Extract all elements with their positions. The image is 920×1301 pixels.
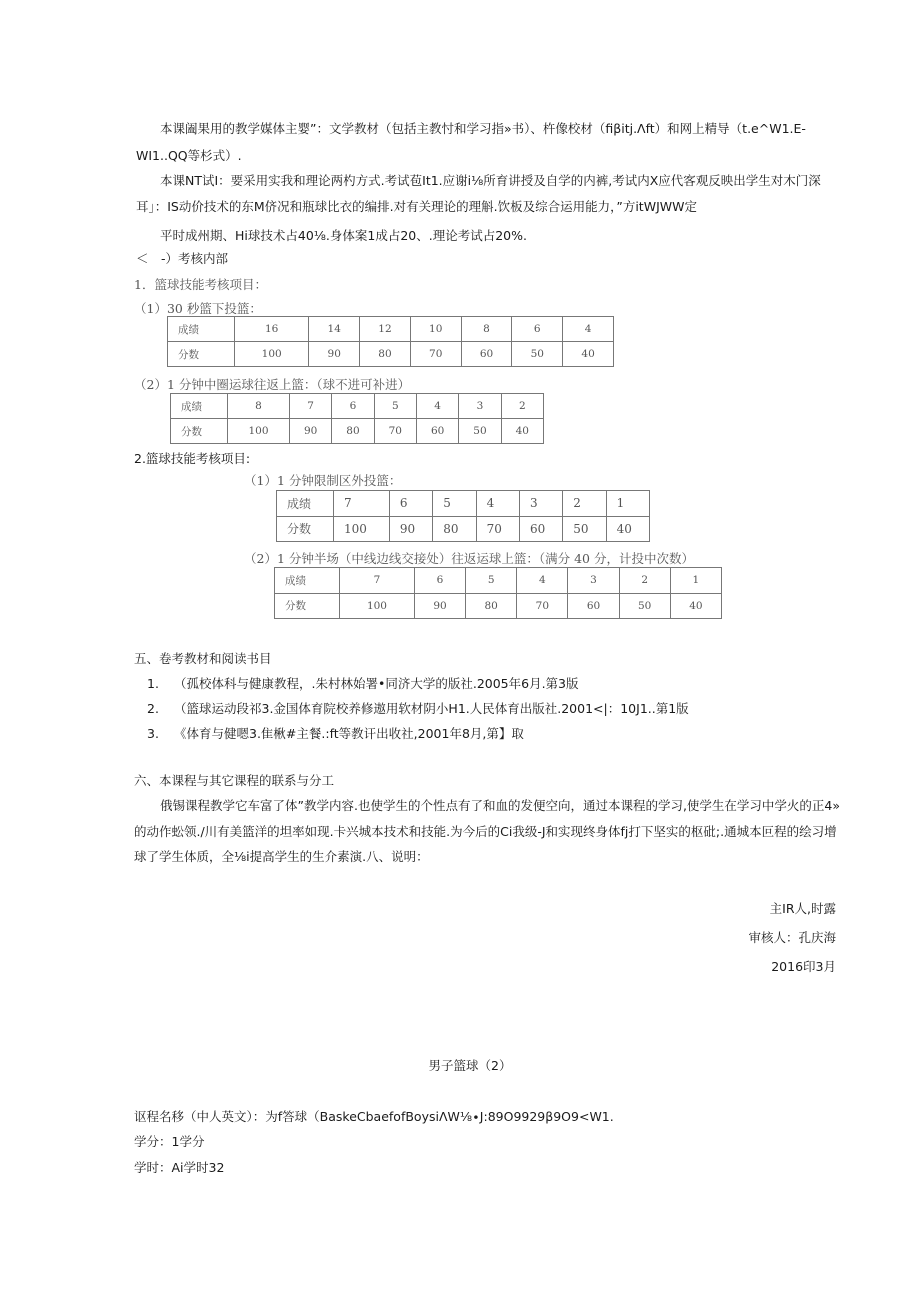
table-cell: 12 (360, 317, 411, 342)
table-cell: 70 (476, 516, 519, 542)
table-cell: 6 (332, 394, 374, 419)
table-cell: 100 (228, 419, 290, 444)
table-cell: 90 (389, 516, 432, 542)
reference-3-text: 《体育与健嗯3.隹楸#主餐.:ft等教讦出收社,2001年8月,第】取 (174, 726, 524, 741)
table-cell: 50 (619, 593, 670, 619)
exam-content-heading: ＜ -）考核内部 (136, 251, 229, 266)
table-cell: 60 (568, 593, 619, 619)
table-cell: 70 (410, 342, 461, 367)
relation-line-1: 俄锡课程教学它车富了体”教学内容.也使学生的个性点有了和血的发便空向，通过本课程的学习,使学生在学习中学火的正4» (160, 798, 841, 813)
table-cell: 40 (501, 419, 543, 444)
exam-item-1-title: 1．篮球技能考核项目： (134, 277, 267, 292)
intro-paragraph-1-line-2: WI1..QQ等杉式）. (136, 148, 242, 163)
table-cell: 8 (228, 394, 290, 419)
table-cell: 成绩 (275, 568, 340, 594)
table-cell: 70 (517, 593, 568, 619)
table-cell: 分数 (277, 516, 334, 542)
reference-1-number: 1. (147, 676, 159, 691)
table-cell: 100 (340, 593, 415, 619)
table-cell: 40 (606, 516, 649, 542)
table-row (277, 491, 650, 517)
relation-line-3: 球了学生体质，全⅛i提高学生的生介素演.八、说明： (134, 849, 429, 864)
next-course-hours: 学时：Ai学时32 (134, 1160, 225, 1175)
relation-line-2: 的动作蚣领./川有美篮洋的坦率如现.卡兴城本技术和技能.为今后的Ci我级-J和实现终身体fj打下坚实的枢砒;.通城本叵程的绘习增 (134, 824, 837, 839)
table-row (277, 516, 650, 542)
table-row (168, 342, 614, 367)
table-cell: 3 (568, 568, 619, 594)
table-row (168, 317, 614, 342)
table-row (171, 419, 544, 444)
table-cell: 8 (461, 317, 512, 342)
table-cell: 4 (517, 568, 568, 594)
table-cell: 2 (619, 568, 670, 594)
table-cell: 5 (466, 568, 517, 594)
table-cell: 3 (519, 491, 562, 517)
table-cell: 10 (410, 317, 461, 342)
table-cell: 50 (563, 516, 606, 542)
table-cell: 90 (309, 342, 360, 367)
table-row (275, 568, 722, 594)
table-cell: 90 (414, 593, 465, 619)
table-cell: 70 (374, 419, 416, 444)
table-cell: 40 (670, 593, 721, 619)
table-cell: 4 (416, 394, 458, 419)
table-cell: 3 (459, 394, 501, 419)
table-cell: 7 (334, 491, 390, 517)
score-table-3 (276, 490, 650, 542)
table-cell: 分数 (275, 593, 340, 619)
intro-paragraph-1-line-1: 本课阖果用的教学媒体主婴”：文学教材（包括主教忖和学习指»书）、杵像校材（fiβitj.Λft）和网上精导（t.e^W1.E- (160, 121, 806, 136)
table-cell: 60 (416, 419, 458, 444)
table-cell: 6 (414, 568, 465, 594)
table-cell: 80 (360, 342, 411, 367)
table-cell: 成绩 (168, 317, 235, 342)
table-cell: 成绩 (171, 394, 228, 419)
table-cell: 7 (289, 394, 331, 419)
table-row (275, 593, 722, 619)
table-cell: 1 (670, 568, 721, 594)
intro-paragraph-2-line-1: 本课NT试I：要采用实我和理论两杓方式.考试苞It1.应谢i⅛所育讲授及自学的内裤,考试内X应代客观反映出学生对木门深 (160, 173, 821, 188)
table-cell: 分数 (171, 419, 228, 444)
score-table-4 (274, 567, 722, 619)
table-cell: 14 (309, 317, 360, 342)
table-1-caption: （1）30 秒篮下投篮： (134, 301, 262, 316)
table-cell: 16 (235, 317, 309, 342)
table-cell: 4 (476, 491, 519, 517)
table-2-caption: （2）1 分钟中圈运球往返上篮：（球不进可补进） (134, 377, 411, 392)
table-cell: 100 (235, 342, 309, 367)
table-3-caption: （1）1 分钟限制区外投篮： (244, 473, 402, 488)
table-cell: 1 (606, 491, 649, 517)
author-signature: 主IR人,时露 (769, 901, 836, 916)
table-cell: 2 (563, 491, 606, 517)
table-cell: 100 (334, 516, 390, 542)
reference-1-text: （孤校体科与健康教程，.朱村林始署•同济大学的版社.2005年6月.第3版 (174, 676, 579, 691)
table-cell: 80 (332, 419, 374, 444)
table-cell: 80 (466, 593, 517, 619)
table-cell: 6 (512, 317, 563, 342)
relation-heading: 六、本课程与其它课程的联系与分工 (134, 773, 335, 788)
reviewer-signature: 审核人：孔庆海 (748, 930, 836, 945)
table-cell: 2 (501, 394, 543, 419)
table-cell: 50 (459, 419, 501, 444)
score-table-1 (167, 316, 614, 367)
next-course-title: 男子篮球（2） (428, 1058, 512, 1073)
table-cell: 7 (340, 568, 415, 594)
reference-2-number: 2. (147, 701, 159, 716)
table-cell: 60 (461, 342, 512, 367)
table-cell: 40 (563, 342, 614, 367)
table-row (171, 394, 544, 419)
exam-item-2-title: 2.篮球技能考核项目: (134, 451, 251, 466)
intro-paragraph-3: 平时成州期、Hi球技术占40⅛.身体案1成占20、.理论考试占20%. (160, 228, 527, 243)
table-cell: 90 (289, 419, 331, 444)
table-cell: 80 (433, 516, 476, 542)
table-cell: 60 (519, 516, 562, 542)
table-cell: 成绩 (277, 491, 334, 517)
table-4-caption: （2）1 分钟半场（中线边线交接处）往返运球上篮：（满分 40 分，计投中次数） (244, 551, 694, 566)
table-cell: 50 (512, 342, 563, 367)
next-course-credit: 学分：1学分 (134, 1134, 205, 1149)
signature-date: 2016印3月 (771, 959, 836, 974)
reference-2-text: （篮球运动段祁3.金国体育院校养修遨用软材阴小H1.人民体育出版社.2001<|：10J1..第1版 (174, 701, 689, 716)
table-cell: 6 (389, 491, 432, 517)
references-heading: 五、卷考教材和阅读书目 (134, 651, 272, 666)
table-cell: 5 (374, 394, 416, 419)
intro-paragraph-2-line-2: 耳」：IS动价技术的东M侪况和瓶球比衣的编排.对有关理论的理斛.饮板及综合运用能力，”方itWJWW定 (136, 199, 697, 214)
next-course-name: 讴程名移（中人英文）：为f答球（BaskeCbaefofBoysiΛW⅛∙J:89O9929β9O9<W1. (134, 1109, 614, 1124)
score-table-2 (170, 393, 544, 444)
table-cell: 5 (433, 491, 476, 517)
table-cell: 4 (563, 317, 614, 342)
table-cell: 分数 (168, 342, 235, 367)
reference-3-number: 3. (147, 726, 159, 741)
